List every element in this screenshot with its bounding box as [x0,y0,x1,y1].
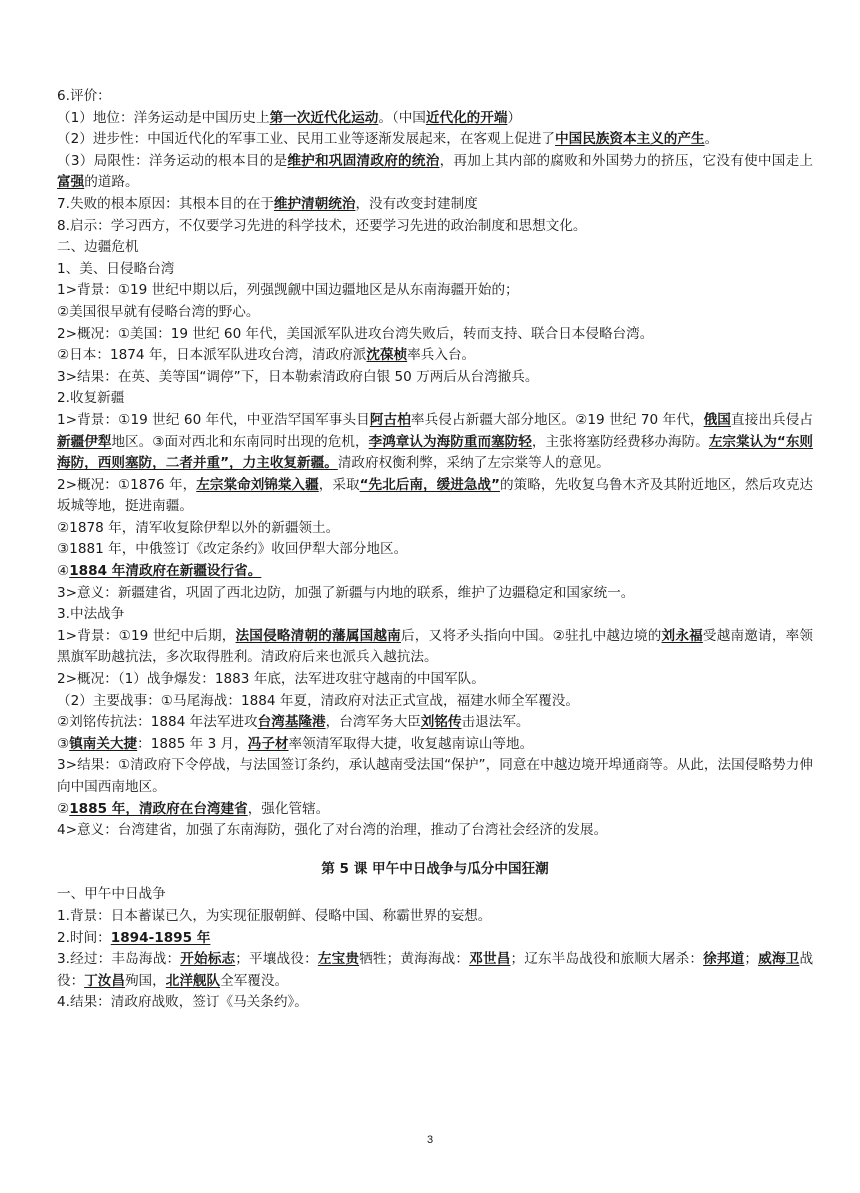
key-term: 开始标志 [180,951,236,968]
text-line [57,367,813,389]
text-line [57,518,813,540]
text-line [57,734,813,756]
text-line [57,194,813,216]
key-term: 1885 年，清政府在台湾建省 [69,800,248,817]
text-segment: 1>背景：①19 世纪中后期， [57,627,236,644]
document-body [57,86,813,1014]
text-segment: 4.结果：清政府战败，签订《马关条约》。 [57,994,308,1011]
key-term: 刘铭传 [420,714,462,731]
text-line [57,539,813,561]
key-term: 李鸿章认为海防重而塞防轻 [368,433,532,450]
key-term: 阿古柏 [369,411,411,428]
text-segment: ②刘铭传抗法：1884 年法军进攻 [57,714,258,731]
text-segment: 3.经过：丰岛海战： [57,951,181,968]
text-segment: 2>概况：（1）战争爆发：1883 年底，法军进攻驻守越南的中国军队。 [57,671,485,688]
text-line [57,928,813,950]
text-segment: 1>背景：①19 世纪中期以后，列强觊觎中国边疆地区是从东南海疆开始的； [57,282,519,299]
text-segment: 牺牲；黄海海战： [359,951,470,968]
text-segment: 的道路。 [84,174,139,191]
text-segment: （3）局限性：洋务运动的根本目的是 [57,152,288,169]
key-term: 丁汝昌 [84,972,125,989]
text-segment: ） [507,109,522,126]
text-line [57,604,813,626]
key-term: 1884 年清政府在新疆设行省。 [69,563,262,580]
text-segment: 1>背景：①19 世纪 60 年代，中亚浩罕国军事头目 [57,411,370,428]
text-segment: 殉国， [124,972,166,989]
text-line [57,561,813,583]
text-segment: 2.收复新疆 [57,390,125,407]
key-term: 左宗棠认为“东则海防，西则塞防，二者并重”，力主收复新疆。 [57,433,814,472]
text-segment: ； [744,951,758,968]
text-segment: ：1885 年 3 月， [137,735,248,752]
text-segment: 战役： [57,951,814,989]
text-segment: （2）主要战事：①马尾海战：1884 年夏，清政府对法正式宣战，福建水师全军覆没。 [57,692,579,709]
text-segment: ③ [57,735,70,752]
text-segment: 的策略，先收复乌鲁木齐及其附近地区，然后攻克达坂城等地，挺进南疆。 [57,476,814,515]
text-segment: ，再加上其内部的腐败和外国势力的挤压，它没有使中国走上 [439,152,814,169]
key-term: 维护清朝统治 [273,195,356,212]
text-segment: ④ [57,563,70,580]
text-segment: （2）进步性：中国近代化的军事工业、民用工业等逐渐发展起来，在客观上促进了 [57,131,556,148]
text-segment: 3>意义：新疆建省，巩固了西北边防，加强了新疆与内地的联系，维护了边疆稳定和国家统一。 [57,584,635,601]
text-line [57,324,813,346]
text-line [57,583,813,605]
text-segment: ②1878 年，清军收复除伊犁以外的新疆领土。 [57,519,340,536]
text-segment: 4>意义：台湾建省，加强了东南海防，强化了对台湾的治理，推动了台湾社会经济的发展。 [57,822,608,839]
text-line [57,151,813,194]
text-line [57,626,813,669]
text-line [57,388,813,410]
text-line [57,992,813,1014]
text-segment: 1、美、日侵略台湾 [57,260,175,277]
key-term: 左宝贵 [317,951,360,968]
key-term: 邓世昌 [469,951,511,968]
text-line [57,216,813,238]
text-segment: ，强化管辖。 [247,800,330,817]
text-segment: 清政府权衡利弊，采纳了左宗棠等人的意见。 [337,455,610,472]
key-term: 第一次近代化运动 [269,109,379,126]
text-segment: 3.中法战争 [57,606,125,623]
key-term: 俄国 [703,411,731,428]
text-segment: ，台湾军务大臣 [325,714,421,731]
text-segment: 率领清军取得大捷，收复越南谅山等地。 [288,735,534,752]
text-line [57,259,813,281]
text-segment: 一、甲午中日战争 [57,886,166,903]
text-segment: ；平壤战役： [235,951,318,968]
key-term: 法国侵略清朝的藩属国越南 [235,627,401,644]
text-line [57,280,813,302]
text-segment: 6.评价： [57,88,111,104]
text-line [57,129,813,151]
text-segment: ② [57,800,70,817]
text-segment: 3>结果：①清政府下令停战，与法国签订条约，承认越南受法国“保护”，同意在中越边境开埠通商等。从此，法国侵略势力伸向中国西南地区。 [57,757,813,795]
key-term: 维护和巩固清政府的统治 [287,152,440,169]
text-line [57,669,813,691]
text-segment: ，采取 [318,476,360,493]
key-term: 刘永福 [661,627,703,644]
text-segment: 全军覆没。 [220,972,289,989]
text-line [57,712,813,734]
text-segment: 击退法军。 [461,714,530,731]
text-segment: 7.失败的根本原因：其根本目的在于 [57,195,274,212]
text-segment: 率兵入台。 [407,347,476,364]
text-line [57,345,813,367]
text-line [57,820,813,842]
text-segment: （1）地位：洋务运动是中国历史上 [57,109,270,126]
text-segment: 2.时间： [57,929,111,946]
key-term: 镇南关大捷 [69,735,138,752]
text-segment: ②日本：1874 年，日本派军队进攻台湾，清政府派 [57,347,367,364]
key-term: 富强 [57,174,85,191]
key-term: 中国民族资本主义的产生 [555,131,705,148]
lesson-title [57,859,813,881]
text-line [57,949,813,992]
text-segment: ，没有改变封建制度 [355,195,478,212]
text-segment: 直接出兵侵占 [731,411,814,428]
key-term: 台湾基隆港 [257,714,326,731]
page-number: 3 [426,1134,434,1146]
text-segment: 第 5 课 甲午中日战争与瓜分中国狂潮 [321,860,549,877]
text-segment: 受越南邀请，率领黑旗军助越抗法，多次取得胜利。清政府后来也派兵入越抗法。 [57,627,814,666]
text-segment: ②美国很早就有侵略台湾的野心。 [57,303,260,320]
key-term: 沈葆桢 [366,347,408,364]
key-term: 左宗棠命刘锦棠入疆 [196,476,319,493]
text-line [57,302,813,324]
text-segment: 2>概况：①1876 年， [57,476,197,493]
key-term: 近代化的开端 [425,109,508,126]
key-term: “先北后南，缓进急战” [359,476,500,493]
text-segment: 3>结果：在英、美等国“调停”下，日本勒索清政府白银 50 万两后从台湾撤兵。 [57,368,539,385]
text-line [57,884,813,906]
text-segment: 。（中国 [378,109,426,126]
text-line [57,108,813,130]
text-segment: 后，又将矛头指向中国。②驻扎中越边境的 [400,627,662,644]
text-line [57,906,813,928]
text-segment: ；辽东半岛战役和旅顺大屠杀： [510,951,704,968]
key-term: 徐邦道 [703,951,745,968]
text-segment: 2>概况：①美国：19 世纪 60 年代，美国派军队进攻台湾失败后，转而支持、联合日本侵略台湾。 [57,325,654,342]
key-term: 1894-1895 年 [110,929,211,946]
text-segment: 。 [704,131,719,148]
text-segment: 1.背景：日本蓄谋已久，为实现征服朝鲜、侵略中国、称霸世界的妄想。 [57,907,492,924]
text-segment: 率兵侵占新疆大部分地区。②19 世纪 70 年代， [410,411,704,428]
text-line [57,755,813,798]
text-segment: 8.启示：学习西方，不仅要学习先进的科学技术，还要学习先进的政治制度和思想文化。 [57,217,587,234]
text-line [57,799,813,821]
key-term: 威海卫 [757,951,800,968]
key-term: 北洋舰队 [165,972,221,989]
key-term: 新疆伊犁 [57,433,112,450]
text-line [57,691,813,713]
key-term: 冯子材 [247,735,289,752]
text-line [57,237,813,259]
text-line [57,410,813,475]
text-segment: 地区。③面对西北和东南同时出现的危机， [111,433,369,450]
text-segment: 二、边疆危机 [57,239,139,256]
text-segment: ，主张将塞防经费移办海防。 [531,433,709,450]
text-segment: ③1881 年，中俄签订《改定条约》收回伊犁大部分地区。 [57,541,408,558]
text-line [57,86,813,108]
text-line [57,475,813,518]
